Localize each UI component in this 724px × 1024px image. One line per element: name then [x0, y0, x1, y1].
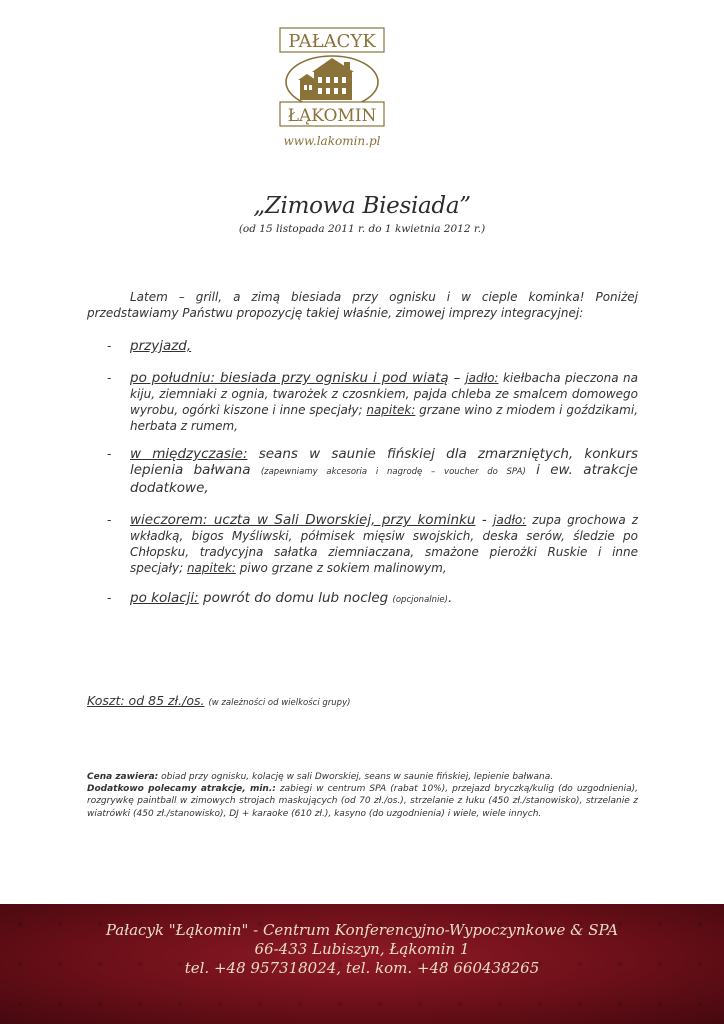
- item-end: .: [447, 590, 453, 606]
- drink-label: napitek:: [366, 403, 416, 417]
- food-label: jadło:: [465, 371, 499, 385]
- extras-label: Dodatkowo polecamy atrakcje, min.:: [87, 784, 276, 795]
- logo-bottom-text: ŁĄKOMIN: [287, 106, 377, 126]
- drink-text: grzane wino z miodem i goździkami, herbata z rumem,: [130, 403, 639, 433]
- item-text-end: i ew. atrakcje dodatkowe,: [130, 462, 638, 496]
- item-heading: po południu: biesiada przy ognisku i pod wiatą: [130, 370, 449, 386]
- palace-logo-icon: [270, 22, 394, 134]
- logo-top-text: PAŁACYK: [288, 31, 376, 52]
- item-text: seans w saunie fińskiej dla zmarzniętych, konkurs lepienia bałwana: [130, 446, 639, 478]
- bullet-dash: -: [107, 591, 112, 605]
- bullet-dash: -: [107, 371, 112, 385]
- drink-label: napitek:: [186, 561, 236, 575]
- logo-url: www.lakomin.pl: [283, 134, 381, 148]
- extras-text: zabiegi w centrum SPA (rabat 10%), przejazd bryczką/kulig (do uzgodnienia), rozgrywkę paintball w zimowych strojach maskujących (od 70 zł./os.), strzelanie z łuku (450 zł./stanowisko), strzelanie z wiatrówki (450 zł./stanowisko), DJ + karaoke (610 zł.), kasyno (do uzgodnienia) i wiele, wiele innych.: [87, 784, 639, 819]
- item-text: powrót do domu lub nocleg: [198, 590, 393, 606]
- item-heading: po kolacji:: [130, 590, 199, 606]
- includes-label: Cena zawiera:: [87, 772, 159, 782]
- list-item: [107, 446, 638, 496]
- footer-company: Pałacyk "Łąkomin" - Centrum Konferencyjno-Wypoczynkowe & SPA: [105, 921, 619, 939]
- item-separator: -: [475, 512, 494, 528]
- item-small-note: (zapewniamy akcesoria i nagrodę – voucher do SPA): [260, 467, 526, 477]
- cost-note: (w zależności od wielkości grupy): [208, 698, 351, 708]
- price-notes: [87, 771, 638, 820]
- item-heading: wieczorem: uczta w Sali Dworskiej, przy kominku: [130, 512, 476, 528]
- list-item: [107, 338, 638, 354]
- includes-text: obiad przy ognisku, kolację w sali Dworskiej, seans w saunie fińskiej, lepienie bałwana.: [158, 772, 554, 782]
- bullet-dash: -: [107, 513, 112, 527]
- list-item: [107, 370, 638, 434]
- item-small-note: (opcjonalnie): [392, 595, 448, 605]
- drink-text: piwo grzane z sokiem malinowym,: [235, 561, 447, 575]
- page-title: „Zimowa Biesiada”: [253, 193, 471, 219]
- intro-paragraph: Latem – grill, a zimą biesiada przy ognisku i w cieple kominka! Poniżej przedstawiamy Państwu propozycję takiej właśnie, zimowej imprezy integracyjnej:: [87, 290, 638, 320]
- bullet-dash: -: [107, 339, 112, 353]
- logo: [270, 22, 394, 162]
- item-separator: –: [448, 370, 466, 386]
- footer-phone: tel. +48 957318024, tel. kom. +48 660438265: [184, 959, 540, 977]
- cost-label: Koszt: od 85 zł./os.: [87, 693, 205, 708]
- food-text: zupa grochowa z wkładką, bigos Myśliwski, półmisek mięsiw swojskich, deska serów, śledzie po Chłopsku, tradycyjna sałatka ziemniaczana, smażone pierożki Ruskie i inne specjały;: [130, 513, 638, 575]
- food-label: jadło:: [493, 513, 527, 527]
- item-heading: w międzyczasie:: [130, 446, 248, 462]
- item-heading: przyjazd,: [130, 338, 192, 354]
- cost-line: [87, 693, 350, 708]
- bullet-dash: -: [107, 447, 112, 461]
- food-text: kiełbacha pieczona na kiju, ziemniaki z ognia, twarożek z czosnkiem, pajda chleba ze smalcem domowego wyrobu, ogórki kiszone i inne specjały;: [130, 371, 639, 417]
- list-item: [107, 590, 638, 608]
- page-subtitle: (od 15 listopada 2011 r. do 1 kwietnia 2012 r.): [238, 223, 486, 235]
- list-item: [107, 512, 638, 576]
- footer-address: 66-433 Lubiszyn, Łąkomin 1: [254, 940, 470, 958]
